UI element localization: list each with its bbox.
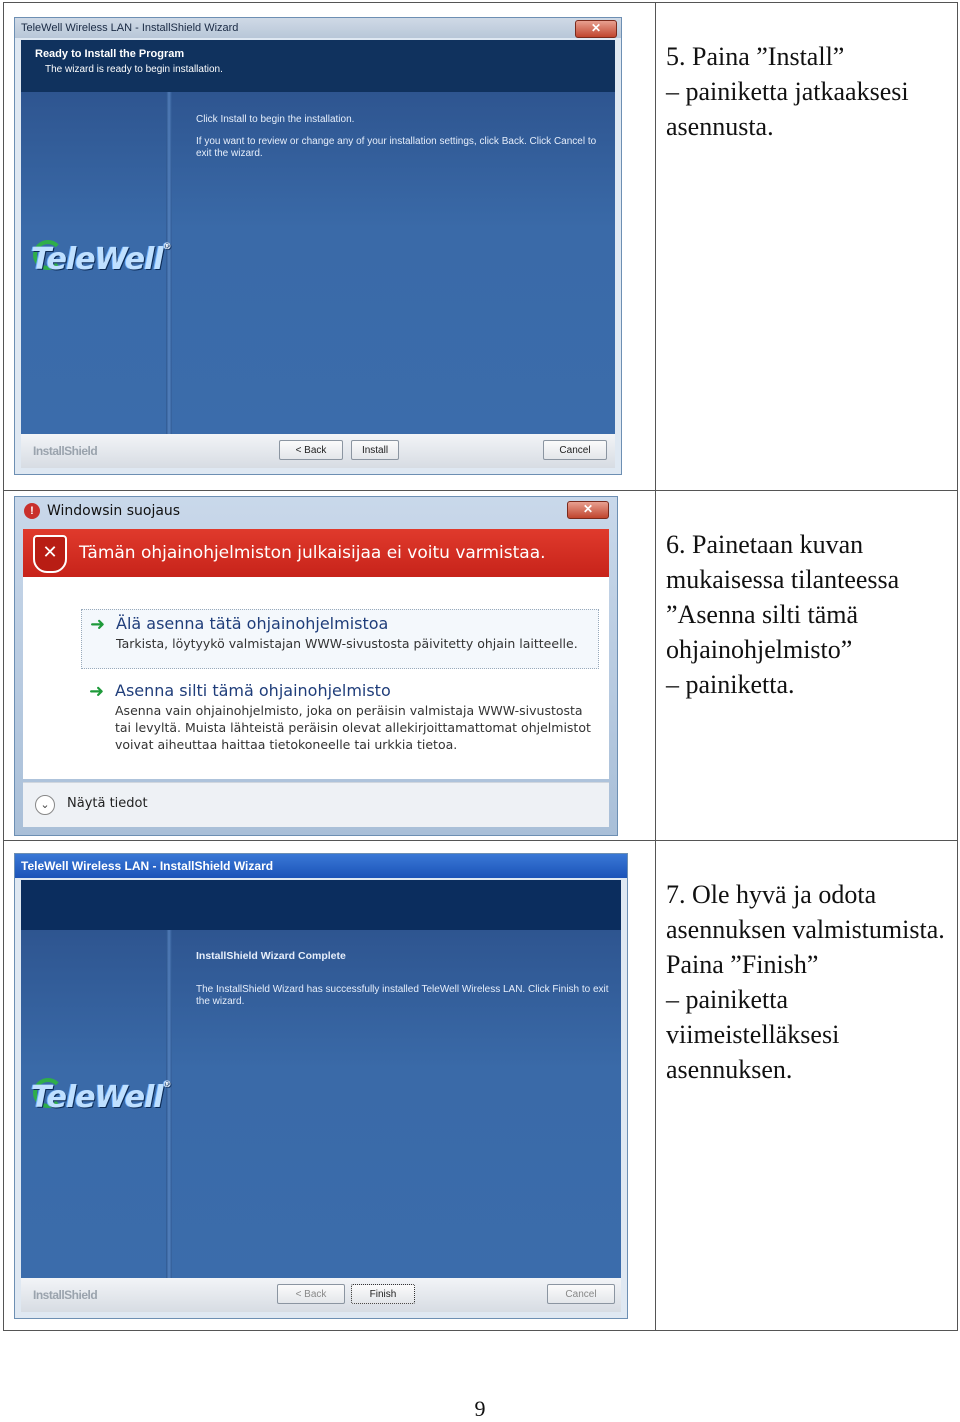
finish-button[interactable]: Finish [351,1284,415,1304]
install-wizard-complete [14,853,628,1319]
body-line-2: If you want to review or change any of your installation settings, click Back. Click Cancel to exit the wizard. [196,136,597,159]
logo-text: TeleWell [31,1080,163,1115]
body-line-1: Click Install to begin the installation. [196,114,355,125]
warning-shield-icon: ✕ [33,535,67,573]
cancel-button[interactable]: Cancel [547,1284,615,1304]
body-title: InstallShield Wizard Complete [196,950,346,962]
option1-description: Tarkista, löytyykö valmistajan WWW-sivustosta päivitetty ohjain laitteelle. [116,636,578,651]
chevron-down-icon[interactable]: ⌄ [35,795,55,815]
option1-title: Älä asenna tätä ohjainohjelmistoa [116,614,389,633]
option2-description: Asenna vain ohjainohjelmisto, joka on peräisin valmistaja WWW-sivustosta tai levyltä. Muista lähteistä peräisin olevat allekirjoittamattomat ohjelmistot voivat aiheuttaa haittaa tietokoneelle tai urkkia tietoa. [115,703,591,752]
body-line: The InstallShield Wizard has successfully installed TeleWell Wireless LAN. Click Finish to exit the wizard. [196,984,609,1007]
instruction-cell-1: 5. Paina ”Install” – painiketta jatkaaksesi asennusta. [655,2,958,491]
wizard-footer [21,434,615,468]
details-label[interactable]: Näytä tiedot [67,796,148,811]
details-toggle[interactable] [23,782,609,827]
header-subtitle: The wizard is ready to begin installation. [45,64,223,75]
installshield-brand: InstallShield [33,1288,98,1302]
install-wizard-ready [14,17,622,475]
install-anyway-option[interactable] [81,677,599,769]
logo-registered-mark: ® [162,242,171,252]
close-icon[interactable]: ✕ [575,20,617,38]
telewell-logo [31,1080,171,1115]
windows-security-dialog [14,496,618,836]
back-button[interactable]: < Back [279,440,343,460]
back-button[interactable]: < Back [277,1284,345,1304]
cancel-button[interactable]: Cancel [543,440,607,460]
wizard-footer [21,1278,621,1312]
logo-registered-mark: ® [162,1080,171,1090]
banner-text: Tämän ohjainohjelmiston julkaisijaa ei voitu varmistaa. [79,543,546,563]
green-arrow-icon: ➜ [89,681,105,702]
page-number: 9 [474,1396,486,1421]
security-shield-icon: ! [24,503,40,519]
instruction-cell-2: 6. Painetaan kuvan mukaisessa tilanteessa ”Asenna silti tämä ohjainohjelmisto” – painiketta. [655,490,958,841]
warning-banner [23,529,609,577]
wizard-body [21,930,621,1278]
instruction-cell-3: 7. Ole hyvä ja odota asennuksen valmistumista. Paina ”Finish” – painiketta viimeistelläksesi asennuksen. [655,840,958,1331]
header-title: Ready to Install the Program [35,48,185,60]
install-button[interactable]: Install [351,440,399,460]
telewell-logo [31,242,171,277]
wizard-header [21,880,621,930]
wizard-header [21,40,615,92]
dialog-content [23,577,609,779]
installshield-brand: InstallShield [33,444,98,458]
window-title: TeleWell Wireless LAN - InstallShield Wizard [15,854,627,878]
dont-install-option[interactable] [81,609,599,669]
window-title: Windowsin suojaus [47,503,181,519]
close-icon[interactable]: ✕ [567,501,609,519]
option2-title: Asenna silti tämä ohjainohjelmisto [115,681,391,700]
logo-text: TeleWell [31,242,163,277]
green-arrow-icon: ➜ [90,614,106,635]
window-title: TeleWell Wireless LAN - InstallShield Wizard [15,18,621,38]
wizard-body [21,92,615,434]
